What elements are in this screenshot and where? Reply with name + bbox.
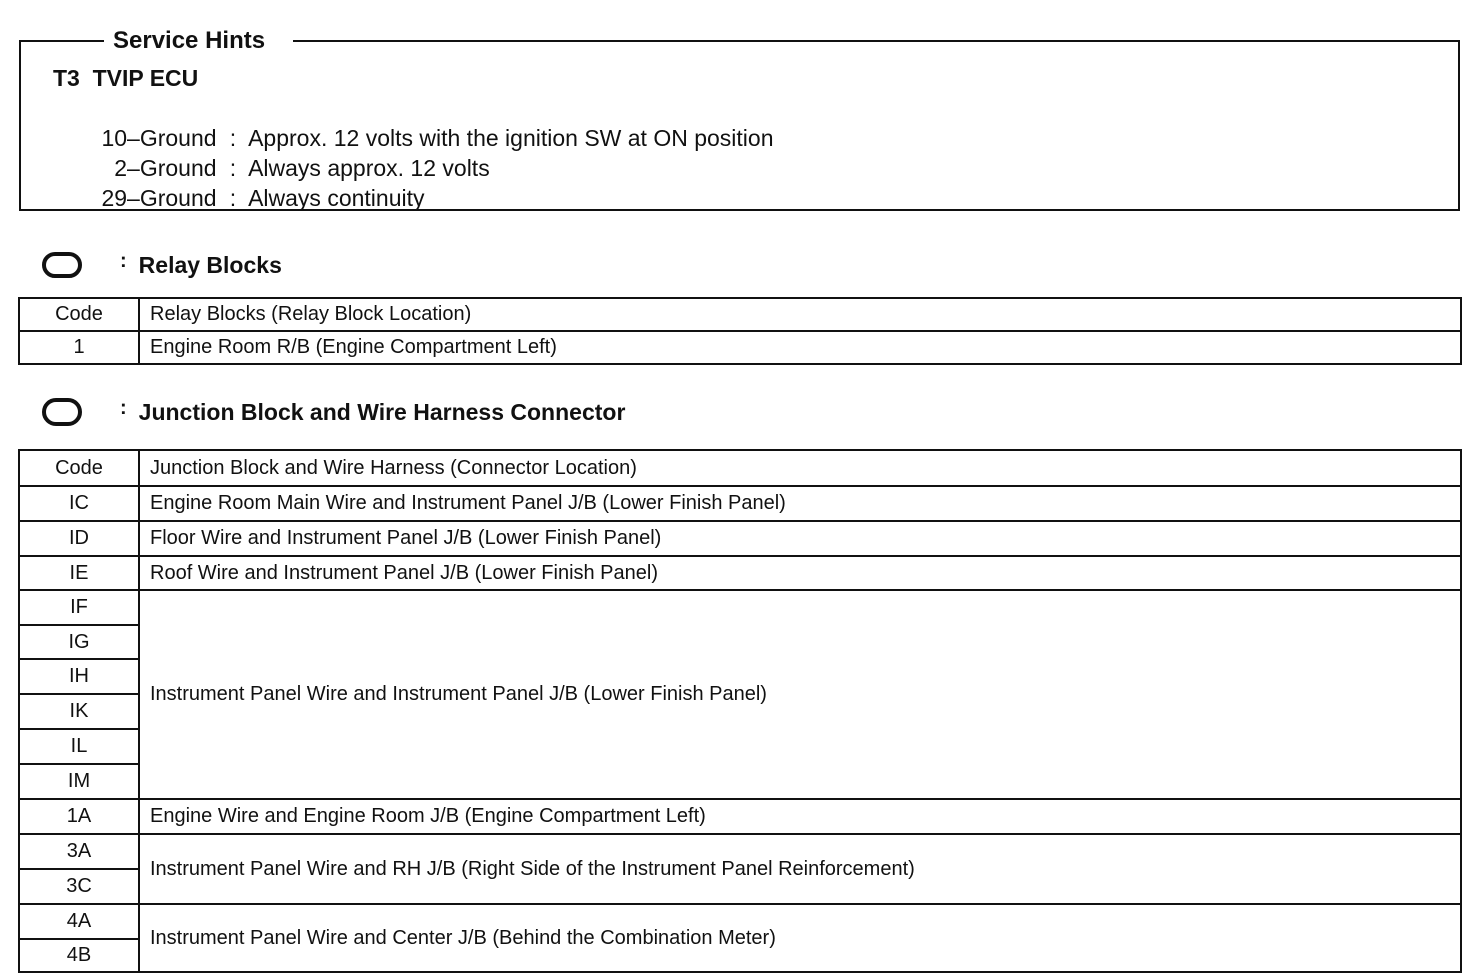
relay-block-symbol-icon xyxy=(42,252,82,278)
heading-colon: : xyxy=(120,396,127,419)
location-cell: Floor Wire and Instrument Panel J/B (Lower Finish Panel) xyxy=(139,521,1461,556)
code-cell: IC xyxy=(19,486,139,521)
table-header-row xyxy=(19,450,1461,486)
relay-blocks-heading xyxy=(42,247,282,283)
location-cell: Instrument Panel Wire and RH J/B (Right Side of the Instrument Panel Reinforcement) xyxy=(139,834,1461,904)
hint-separator: : xyxy=(229,185,237,211)
code-header: Code xyxy=(19,450,139,486)
junction-block-title: Junction Block and Wire Harness Connector xyxy=(138,398,626,425)
code-cell: 1 xyxy=(19,331,139,364)
relay-blocks-title: Relay Blocks xyxy=(138,251,282,278)
hint-pin: 2–Ground xyxy=(114,155,217,181)
code-header: Code xyxy=(19,298,139,331)
location-cell: Engine Room R/B (Engine Compartment Left) xyxy=(139,331,1461,364)
hint-text: Always approx. 12 volts xyxy=(248,155,490,181)
relay-blocks-table xyxy=(18,297,1462,365)
junction-block-symbol-icon xyxy=(42,398,82,426)
service-hints-title: Service Hints xyxy=(104,27,293,55)
code-cell: IG xyxy=(19,625,139,659)
location-header: Junction Block and Wire Harness (Connector Location) xyxy=(139,450,1461,486)
table-header-row xyxy=(19,298,1461,331)
location-cell: Engine Room Main Wire and Instrument Panel J/B (Lower Finish Panel) xyxy=(139,486,1461,521)
location-header: Relay Blocks (Relay Block Location) xyxy=(139,298,1461,331)
table-row xyxy=(19,834,1461,869)
code-cell: ID xyxy=(19,521,139,556)
service-hints-box xyxy=(19,27,1460,211)
code-cell: IM xyxy=(19,764,139,799)
table-row xyxy=(19,521,1461,556)
code-cell: 3A xyxy=(19,834,139,869)
service-hints-component: T3 TVIP ECU xyxy=(53,65,199,91)
hint-line xyxy=(55,156,425,240)
code-cell: IF xyxy=(19,590,139,625)
location-cell: Instrument Panel Wire and Center J/B (Behind the Combination Meter) xyxy=(139,904,1461,972)
junction-block-table xyxy=(18,449,1462,973)
heading-colon: : xyxy=(120,249,127,272)
hint-pin: 29–Ground xyxy=(101,185,217,211)
hint-separator: : xyxy=(229,125,237,151)
hint-pin: 10–Ground xyxy=(101,125,217,151)
code-cell: IE xyxy=(19,556,139,590)
code-cell: IL xyxy=(19,729,139,764)
junction-block-heading xyxy=(42,394,625,430)
hint-separator: : xyxy=(229,155,237,181)
hint-text: Always continuity xyxy=(248,185,425,211)
table-row xyxy=(19,904,1461,939)
code-cell: 3C xyxy=(19,869,139,904)
table-row xyxy=(19,331,1461,364)
code-cell: IK xyxy=(19,694,139,729)
table-row xyxy=(19,590,1461,625)
table-row xyxy=(19,799,1461,834)
location-cell: Roof Wire and Instrument Panel J/B (Lower Finish Panel) xyxy=(139,556,1461,590)
table-row xyxy=(19,556,1461,590)
code-cell: 1A xyxy=(19,799,139,834)
code-cell: 4A xyxy=(19,904,139,939)
location-cell: Instrument Panel Wire and Instrument Panel J/B (Lower Finish Panel) xyxy=(139,590,1461,799)
code-cell: 4B xyxy=(19,939,139,972)
code-cell: IH xyxy=(19,659,139,694)
table-row xyxy=(19,486,1461,521)
location-cell: Engine Wire and Engine Room J/B (Engine Compartment Left) xyxy=(139,799,1461,834)
hint-text: Approx. 12 volts with the ignition SW at ON position xyxy=(248,125,774,151)
